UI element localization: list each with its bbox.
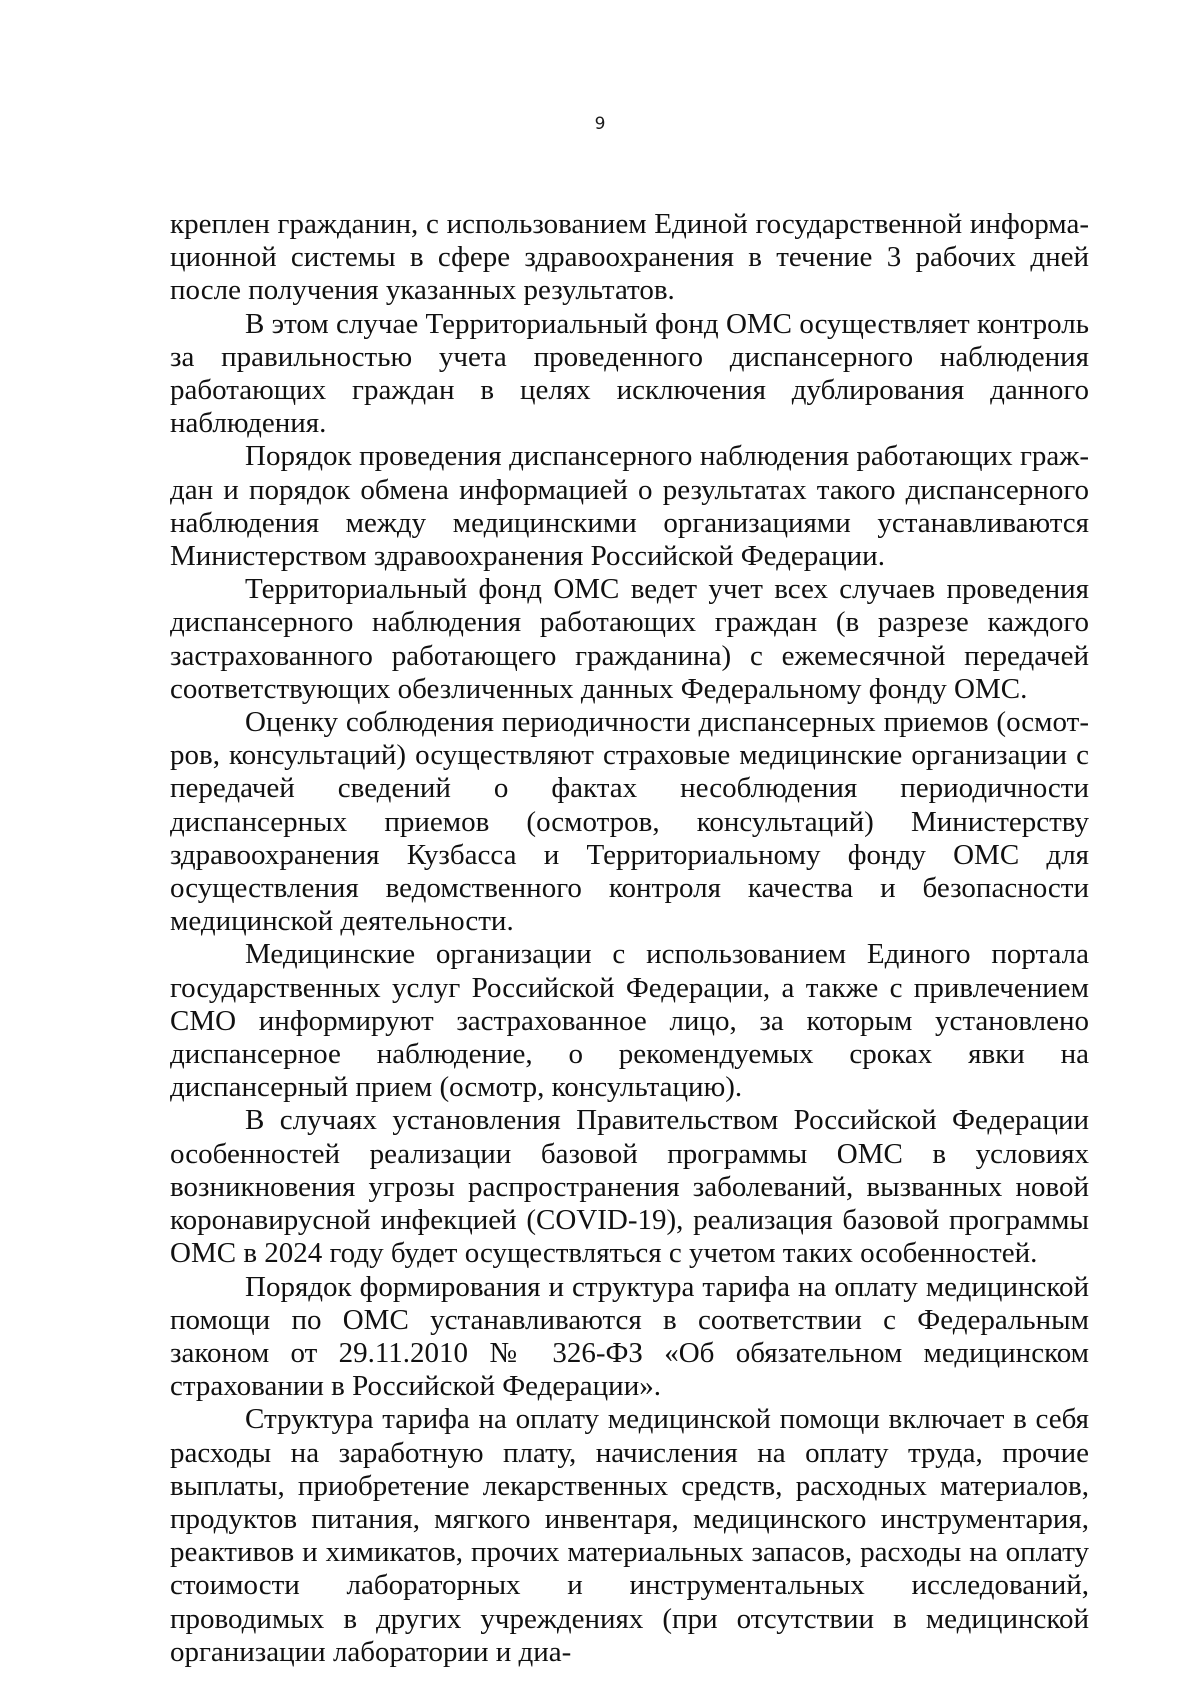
paragraph-tariff-procedure: Порядок формирования и структура тарифа на оплату медицинской помощи по ОМС устанавливаются в соответствии с Федеральным законом от 29.11.2010 № 326-ФЗ «Об обязательном медицинском страховании в Российской Федерации».: [170, 1270, 1089, 1403]
paragraph-continuation: креплен гражданин, с использованием Единой государственной информационной системы в сфере здравоохранения в течение 3 рабочих дней после получения указанных результатов.: [170, 208, 1089, 307]
paragraph-periodicity-assessment: Оценку соблюдения периодичности диспансерных приемов (осмотров, консультаций) осуществляют страховые медицинские организации с передачей сведений о фактах несоблюдения периодичности диспансерных приемов (осмотров, консультаций) Министерству здравоохранения Кузбасса и Территориальному фонду ОМС для осуществления ведомственного контроля качества и безопасности медицинской деятельности.: [170, 706, 1089, 938]
paragraph-territorial-fund-control: В этом случае Территориальный фонд ОМС осуществляет контроль за правильностью учета проведенного диспансерного наблюдения работающих граждан в целях исключения дублирования данного наблюдения.: [170, 307, 1089, 440]
paragraph-tariff-structure: Структура тарифа на оплату медицинской помощи включает в себя расходы на заработную плату, начисления на оплату труда, прочие выплаты, приобретение лекарственных средств, расходных материалов, продуктов питания, мягкого инвентаря, медицинского инструментария, реактивов и химикатов, прочих материальных запасов, расходы на оплату стоимости лабораторных и инструментальных исследований, проводимых в других учреждениях (при отсутствии в медицинской организации лаборатории и диа-: [170, 1403, 1089, 1668]
page-number: 9: [594, 114, 606, 134]
paragraph-case-accounting: Территориальный фонд ОМС ведет учет всех случаев проведения диспансерного наблюдения работающих граждан (в разрезе каждого застрахованного работающего гражданина) с ежемесячной передачей соответствующих обезличенных данных Федеральному фонду ОМС.: [170, 573, 1089, 705]
paragraph-observation-procedure: Порядок проведения диспансерного наблюдения работающих граждан и порядок обмена информацией о результатах такого диспансерного наблюдения между медицинскими организациями устанавливаются Министерством здравоохранения Российской Федерации.: [170, 440, 1089, 573]
paragraph-patient-notification: Медицинские организации с использованием Единого портала государственных услуг Российской Федерации, а также с привлечением СМО информируют застрахованное лицо, за которым установлено диспансерное наблюдение, о рекомендуемых сроках явки на диспансерный прием (осмотр, консультацию).: [170, 938, 1089, 1104]
paragraph-covid-features: В случаях установления Правительством Российской Федерации особенностей реализации базовой программы ОМС в условиях возникновения угрозы распространения заболеваний, вызванных новой коронавирусной инфекцией (COVID-19), реализация базовой программы ОМС в 2024 году будет осуществляться с учетом таких особенностей.: [170, 1104, 1089, 1270]
document-body: [170, 208, 1089, 1669]
